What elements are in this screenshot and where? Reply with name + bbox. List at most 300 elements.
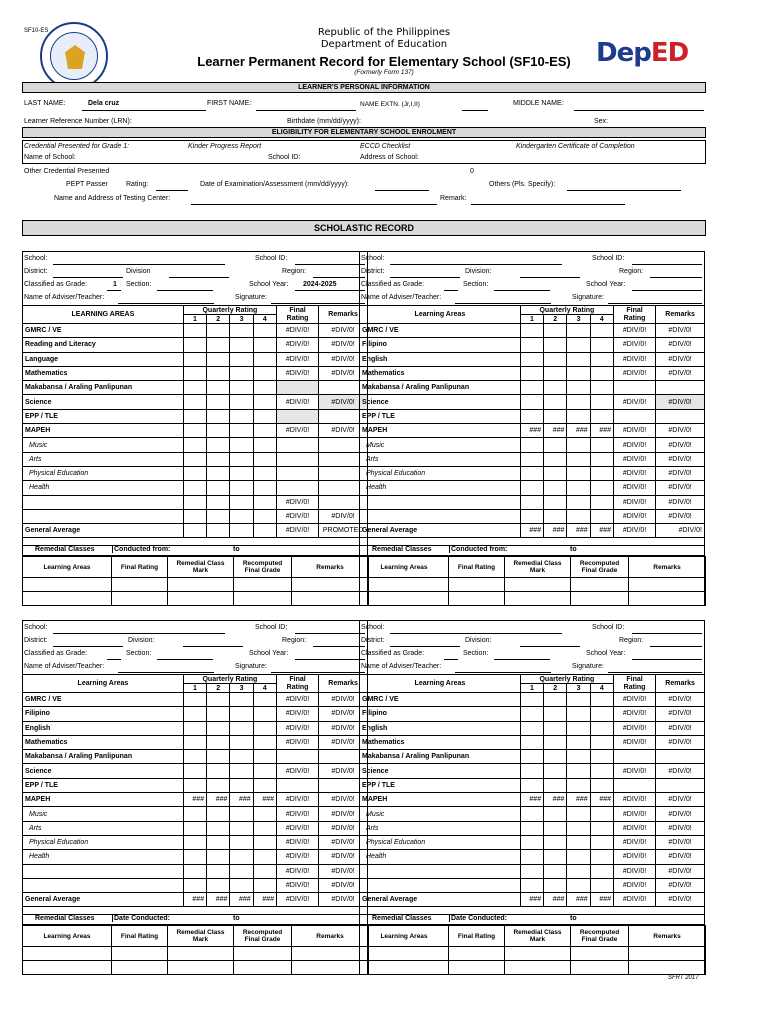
quarter-grade-cell[interactable]	[520, 850, 543, 864]
quarter-grade-cell[interactable]: ###	[567, 893, 590, 907]
school-line[interactable]	[53, 264, 225, 265]
adviser-line[interactable]	[118, 672, 214, 673]
quarter-grade-cell[interactable]	[520, 452, 543, 466]
quarter-grade-cell[interactable]	[183, 721, 206, 735]
quarter-grade-cell[interactable]	[183, 438, 206, 452]
school-line[interactable]	[53, 633, 225, 634]
quarter-grade-cell[interactable]	[544, 821, 567, 835]
quarter-grade-cell[interactable]	[520, 409, 543, 423]
quarter-grade-cell[interactable]	[183, 693, 206, 707]
quarter-grade-cell[interactable]	[544, 324, 567, 338]
quarter-grade-cell[interactable]	[207, 807, 230, 821]
quarter-grade-cell[interactable]	[567, 878, 590, 892]
district-line[interactable]	[53, 646, 123, 647]
kinder-progress-option[interactable]: Kinder Progress Report	[188, 143, 262, 150]
quarter-grade-cell[interactable]	[544, 721, 567, 735]
quarter-grade-cell[interactable]	[567, 764, 590, 778]
quarter-grade-cell[interactable]	[207, 481, 230, 495]
quarter-grade-cell[interactable]	[253, 735, 276, 749]
quarter-grade-cell[interactable]	[183, 864, 206, 878]
grade-line[interactable]	[444, 659, 458, 660]
remedial-cell[interactable]	[168, 947, 234, 961]
quarter-grade-cell[interactable]	[253, 778, 276, 792]
quarter-grade-cell[interactable]	[207, 409, 230, 423]
quarter-grade-cell[interactable]: ###	[207, 793, 230, 807]
exam-date-line[interactable]	[375, 190, 429, 191]
quarter-grade-cell[interactable]	[253, 878, 276, 892]
quarter-grade-cell[interactable]	[253, 409, 276, 423]
quarter-grade-cell[interactable]	[590, 764, 613, 778]
signature-line[interactable]	[271, 303, 365, 304]
quarter-grade-cell[interactable]	[590, 864, 613, 878]
quarter-grade-cell[interactable]	[590, 452, 613, 466]
remedial-cell[interactable]	[505, 578, 571, 592]
quarter-grade-cell[interactable]	[207, 864, 230, 878]
quarter-grade-cell[interactable]	[230, 352, 253, 366]
quarter-grade-cell[interactable]	[520, 750, 543, 764]
quarter-grade-cell[interactable]	[544, 366, 567, 380]
remedial-cell[interactable]	[571, 961, 629, 975]
remedial-cell[interactable]	[168, 961, 234, 975]
quarter-grade-cell[interactable]	[544, 395, 567, 409]
quarter-grade-cell[interactable]	[183, 750, 206, 764]
quarter-grade-cell[interactable]	[544, 693, 567, 707]
quarter-grade-cell[interactable]	[230, 750, 253, 764]
remedial-cell[interactable]	[23, 592, 112, 606]
grade-line[interactable]	[107, 290, 121, 291]
quarter-grade-cell[interactable]	[207, 707, 230, 721]
quarter-grade-cell[interactable]	[567, 495, 590, 509]
quarter-grade-cell[interactable]	[520, 693, 543, 707]
quarter-grade-cell[interactable]	[253, 381, 276, 395]
quarter-grade-cell[interactable]	[567, 466, 590, 480]
quarter-grade-cell[interactable]	[590, 509, 613, 523]
quarter-grade-cell[interactable]: ###	[590, 524, 613, 538]
quarter-grade-cell[interactable]	[544, 750, 567, 764]
quarter-grade-cell[interactable]	[253, 764, 276, 778]
school-year-line[interactable]	[632, 659, 702, 660]
quarter-grade-cell[interactable]	[253, 721, 276, 735]
quarter-grade-cell[interactable]	[567, 366, 590, 380]
quarter-grade-cell[interactable]: ###	[544, 793, 567, 807]
quarter-grade-cell[interactable]	[520, 381, 543, 395]
quarter-grade-cell[interactable]	[230, 807, 253, 821]
quarter-grade-cell[interactable]	[590, 721, 613, 735]
quarter-grade-cell[interactable]	[567, 324, 590, 338]
quarter-grade-cell[interactable]	[520, 338, 543, 352]
quarter-grade-cell[interactable]	[590, 850, 613, 864]
quarter-grade-cell[interactable]	[207, 466, 230, 480]
quarter-grade-cell[interactable]: ###	[520, 524, 543, 538]
quarter-grade-cell[interactable]	[544, 338, 567, 352]
quarter-grade-cell[interactable]	[590, 807, 613, 821]
rating-line[interactable]	[156, 190, 188, 191]
quarter-grade-cell[interactable]	[520, 352, 543, 366]
quarter-grade-cell[interactable]: ###	[567, 524, 590, 538]
quarter-grade-cell[interactable]	[590, 835, 613, 849]
quarter-grade-cell[interactable]	[544, 864, 567, 878]
quarter-grade-cell[interactable]	[253, 438, 276, 452]
remedial-cell[interactable]	[629, 592, 706, 606]
quarter-grade-cell[interactable]	[544, 352, 567, 366]
quarter-grade-cell[interactable]	[253, 693, 276, 707]
remedial-cell[interactable]	[168, 592, 234, 606]
quarter-grade-cell[interactable]	[567, 821, 590, 835]
quarter-grade-cell[interactable]	[183, 395, 206, 409]
quarter-grade-cell[interactable]	[253, 424, 276, 438]
region-line[interactable]	[313, 646, 365, 647]
quarter-grade-cell[interactable]	[207, 438, 230, 452]
quarter-grade-cell[interactable]	[230, 495, 253, 509]
eccd-checklist-option[interactable]: ECCD Checklist	[360, 143, 411, 150]
quarter-grade-cell[interactable]: ###	[253, 893, 276, 907]
division-line[interactable]	[169, 277, 229, 278]
quarter-grade-cell[interactable]	[207, 395, 230, 409]
quarter-grade-cell[interactable]: ###	[253, 793, 276, 807]
quarter-grade-cell[interactable]	[544, 835, 567, 849]
quarter-grade-cell[interactable]	[567, 721, 590, 735]
quarter-grade-cell[interactable]	[544, 878, 567, 892]
quarter-grade-cell[interactable]	[207, 835, 230, 849]
section-line[interactable]	[157, 659, 213, 660]
quarter-grade-cell[interactable]	[230, 481, 253, 495]
remedial-cell[interactable]	[505, 961, 571, 975]
school-id-line[interactable]	[632, 264, 702, 265]
quarter-grade-cell[interactable]	[230, 324, 253, 338]
quarter-grade-cell[interactable]	[567, 395, 590, 409]
quarter-grade-cell[interactable]	[253, 495, 276, 509]
quarter-grade-cell[interactable]: ###	[230, 893, 253, 907]
quarter-grade-cell[interactable]	[207, 452, 230, 466]
quarter-grade-cell[interactable]: ###	[207, 893, 230, 907]
quarter-grade-cell[interactable]	[230, 693, 253, 707]
quarter-grade-cell[interactable]	[567, 850, 590, 864]
quarter-grade-cell[interactable]	[183, 381, 206, 395]
quarter-grade-cell[interactable]	[253, 750, 276, 764]
quarter-grade-cell[interactable]: ###	[544, 893, 567, 907]
quarter-grade-cell[interactable]	[253, 338, 276, 352]
quarter-grade-cell[interactable]	[230, 452, 253, 466]
quarter-grade-cell[interactable]	[520, 764, 543, 778]
quarter-grade-cell[interactable]	[207, 424, 230, 438]
quarter-grade-cell[interactable]: ###	[183, 893, 206, 907]
quarter-grade-cell[interactable]: ###	[590, 893, 613, 907]
quarter-grade-cell[interactable]	[253, 366, 276, 380]
name-ext-line[interactable]	[462, 110, 488, 111]
pept-passer-label[interactable]: PEPT Passer	[66, 181, 108, 188]
remedial-cell[interactable]	[292, 961, 369, 975]
school-id-line[interactable]	[295, 633, 365, 634]
quarter-grade-cell[interactable]	[567, 750, 590, 764]
quarter-grade-cell[interactable]: ###	[183, 793, 206, 807]
school-year-line[interactable]	[295, 290, 365, 291]
quarter-grade-cell[interactable]	[183, 352, 206, 366]
district-line[interactable]	[53, 277, 123, 278]
grade-value[interactable]: 1	[113, 281, 117, 288]
region-line[interactable]	[313, 277, 365, 278]
quarter-grade-cell[interactable]: ###	[230, 793, 253, 807]
quarter-grade-cell[interactable]	[230, 821, 253, 835]
quarter-grade-cell[interactable]	[183, 509, 206, 523]
quarter-grade-cell[interactable]	[253, 352, 276, 366]
quarter-grade-cell[interactable]	[207, 764, 230, 778]
quarter-grade-cell[interactable]	[567, 693, 590, 707]
remedial-cell[interactable]	[112, 578, 168, 592]
quarter-grade-cell[interactable]	[207, 778, 230, 792]
quarter-grade-cell[interactable]	[590, 693, 613, 707]
quarter-grade-cell[interactable]	[520, 721, 543, 735]
quarter-grade-cell[interactable]	[544, 735, 567, 749]
quarter-grade-cell[interactable]	[567, 807, 590, 821]
remedial-cell[interactable]	[629, 578, 706, 592]
quarter-grade-cell[interactable]	[183, 338, 206, 352]
quarter-grade-cell[interactable]	[253, 524, 276, 538]
school-year-value[interactable]: 2024-2025	[303, 281, 337, 288]
quarter-grade-cell[interactable]	[230, 878, 253, 892]
grade-line[interactable]	[444, 290, 458, 291]
division-line[interactable]	[520, 277, 580, 278]
quarter-grade-cell[interactable]	[590, 778, 613, 792]
quarter-grade-cell[interactable]	[544, 481, 567, 495]
quarter-grade-cell[interactable]	[230, 764, 253, 778]
others-specify-line[interactable]	[567, 190, 681, 191]
quarter-grade-cell[interactable]	[590, 495, 613, 509]
quarter-grade-cell[interactable]	[520, 509, 543, 523]
quarter-grade-cell[interactable]	[253, 452, 276, 466]
district-line[interactable]	[390, 646, 460, 647]
quarter-grade-cell[interactable]	[183, 764, 206, 778]
quarter-grade-cell[interactable]	[567, 707, 590, 721]
quarter-grade-cell[interactable]: ###	[544, 524, 567, 538]
school-year-line[interactable]	[632, 290, 702, 291]
remedial-cell[interactable]	[234, 947, 292, 961]
school-id-line[interactable]	[295, 264, 365, 265]
testing-center-line[interactable]	[191, 204, 437, 205]
quarter-grade-cell[interactable]	[567, 509, 590, 523]
quarter-grade-cell[interactable]	[520, 707, 543, 721]
quarter-grade-cell[interactable]	[520, 466, 543, 480]
remedial-cell[interactable]	[292, 578, 369, 592]
quarter-grade-cell[interactable]	[207, 524, 230, 538]
remedial-cell[interactable]	[449, 961, 505, 975]
quarter-grade-cell[interactable]	[253, 864, 276, 878]
quarter-grade-cell[interactable]	[590, 366, 613, 380]
quarter-grade-cell[interactable]	[207, 693, 230, 707]
quarter-grade-cell[interactable]	[590, 324, 613, 338]
quarter-grade-cell[interactable]	[590, 381, 613, 395]
quarter-grade-cell[interactable]	[183, 495, 206, 509]
quarter-grade-cell[interactable]	[230, 438, 253, 452]
district-line[interactable]	[390, 277, 460, 278]
quarter-grade-cell[interactable]	[183, 481, 206, 495]
quarter-grade-cell[interactable]	[253, 481, 276, 495]
adviser-line[interactable]	[455, 672, 551, 673]
quarter-grade-cell[interactable]	[590, 409, 613, 423]
quarter-grade-cell[interactable]	[253, 395, 276, 409]
quarter-grade-cell[interactable]	[590, 750, 613, 764]
region-line[interactable]	[650, 646, 702, 647]
remedial-cell[interactable]	[23, 961, 112, 975]
quarter-grade-cell[interactable]	[520, 481, 543, 495]
quarter-grade-cell[interactable]: ###	[520, 424, 543, 438]
remedial-cell[interactable]	[112, 947, 168, 961]
quarter-grade-cell[interactable]	[183, 424, 206, 438]
quarter-grade-cell[interactable]	[520, 395, 543, 409]
quarter-grade-cell[interactable]	[207, 850, 230, 864]
quarter-grade-cell[interactable]	[230, 721, 253, 735]
quarter-grade-cell[interactable]	[230, 864, 253, 878]
kinder-certificate-option[interactable]: Kindergarten Certificate of Completion	[516, 143, 635, 150]
quarter-grade-cell[interactable]	[183, 735, 206, 749]
quarter-grade-cell[interactable]	[207, 750, 230, 764]
quarter-grade-cell[interactable]	[567, 381, 590, 395]
quarter-grade-cell[interactable]	[520, 324, 543, 338]
quarter-grade-cell[interactable]	[253, 707, 276, 721]
quarter-grade-cell[interactable]	[544, 452, 567, 466]
quarter-grade-cell[interactable]	[183, 835, 206, 849]
quarter-grade-cell[interactable]	[230, 735, 253, 749]
quarter-grade-cell[interactable]	[567, 352, 590, 366]
quarter-grade-cell[interactable]	[544, 381, 567, 395]
grade-line[interactable]	[107, 659, 121, 660]
quarter-grade-cell[interactable]	[183, 452, 206, 466]
remedial-cell[interactable]	[292, 592, 369, 606]
quarter-grade-cell[interactable]	[230, 381, 253, 395]
quarter-grade-cell[interactable]	[230, 707, 253, 721]
quarter-grade-cell[interactable]	[183, 366, 206, 380]
remedial-cell[interactable]	[629, 947, 706, 961]
quarter-grade-cell[interactable]	[520, 778, 543, 792]
quarter-grade-cell[interactable]	[590, 481, 613, 495]
remedial-cell[interactable]	[168, 578, 234, 592]
quarter-grade-cell[interactable]	[567, 438, 590, 452]
quarter-grade-cell[interactable]	[544, 495, 567, 509]
section-line[interactable]	[494, 290, 550, 291]
quarter-grade-cell[interactable]	[520, 821, 543, 835]
quarter-grade-cell[interactable]	[590, 438, 613, 452]
quarter-grade-cell[interactable]	[183, 878, 206, 892]
last-name-value[interactable]: Dela cruz	[88, 100, 120, 107]
quarter-grade-cell[interactable]	[544, 807, 567, 821]
quarter-grade-cell[interactable]	[544, 438, 567, 452]
remedial-cell[interactable]	[571, 947, 629, 961]
remedial-cell[interactable]	[234, 578, 292, 592]
quarter-grade-cell[interactable]	[207, 366, 230, 380]
quarter-grade-cell[interactable]: ###	[520, 893, 543, 907]
quarter-grade-cell[interactable]: ###	[590, 424, 613, 438]
division-line[interactable]	[520, 646, 580, 647]
adviser-line[interactable]	[118, 303, 214, 304]
remedial-cell[interactable]	[505, 592, 571, 606]
remedial-cell[interactable]	[571, 592, 629, 606]
division-line[interactable]	[183, 646, 243, 647]
quarter-grade-cell[interactable]	[183, 466, 206, 480]
quarter-grade-cell[interactable]	[230, 778, 253, 792]
quarter-grade-cell[interactable]	[590, 395, 613, 409]
quarter-grade-cell[interactable]	[544, 850, 567, 864]
quarter-grade-cell[interactable]	[183, 778, 206, 792]
quarter-grade-cell[interactable]	[544, 409, 567, 423]
quarter-grade-cell[interactable]	[207, 721, 230, 735]
remedial-cell[interactable]	[360, 947, 449, 961]
quarter-grade-cell[interactable]	[253, 807, 276, 821]
signature-line[interactable]	[608, 303, 702, 304]
remedial-cell[interactable]	[292, 947, 369, 961]
quarter-grade-cell[interactable]	[520, 835, 543, 849]
quarter-grade-cell[interactable]	[253, 324, 276, 338]
quarter-grade-cell[interactable]	[183, 409, 206, 423]
remedial-cell[interactable]	[449, 578, 505, 592]
quarter-grade-cell[interactable]	[230, 835, 253, 849]
quarter-grade-cell[interactable]	[520, 864, 543, 878]
quarter-grade-cell[interactable]	[207, 878, 230, 892]
quarter-grade-cell[interactable]	[183, 524, 206, 538]
quarter-grade-cell[interactable]	[567, 481, 590, 495]
school-line[interactable]	[390, 633, 562, 634]
quarter-grade-cell[interactable]	[253, 821, 276, 835]
remark-line[interactable]	[471, 204, 625, 205]
remedial-cell[interactable]	[23, 947, 112, 961]
quarter-grade-cell[interactable]	[230, 850, 253, 864]
quarter-grade-cell[interactable]	[544, 707, 567, 721]
remedial-cell[interactable]	[234, 961, 292, 975]
quarter-grade-cell[interactable]	[183, 821, 206, 835]
quarter-grade-cell[interactable]	[207, 821, 230, 835]
quarter-grade-cell[interactable]	[207, 381, 230, 395]
quarter-grade-cell[interactable]: ###	[567, 793, 590, 807]
remedial-cell[interactable]	[112, 592, 168, 606]
adviser-line[interactable]	[455, 303, 551, 304]
quarter-grade-cell[interactable]	[544, 509, 567, 523]
section-line[interactable]	[157, 290, 213, 291]
quarter-grade-cell[interactable]	[590, 352, 613, 366]
quarter-grade-cell[interactable]: ###	[520, 793, 543, 807]
quarter-grade-cell[interactable]	[544, 466, 567, 480]
quarter-grade-cell[interactable]	[567, 735, 590, 749]
remedial-cell[interactable]	[234, 592, 292, 606]
region-line[interactable]	[650, 277, 702, 278]
quarter-grade-cell[interactable]	[207, 509, 230, 523]
quarter-grade-cell[interactable]	[183, 324, 206, 338]
remedial-cell[interactable]	[360, 592, 449, 606]
middle-name-line[interactable]	[574, 110, 704, 111]
quarter-grade-cell[interactable]	[590, 707, 613, 721]
signature-line[interactable]	[608, 672, 702, 673]
quarter-grade-cell[interactable]	[520, 735, 543, 749]
quarter-grade-cell[interactable]	[207, 495, 230, 509]
quarter-grade-cell[interactable]	[183, 850, 206, 864]
signature-line[interactable]	[271, 672, 365, 673]
quarter-grade-cell[interactable]	[207, 735, 230, 749]
first-name-line[interactable]	[256, 110, 356, 111]
quarter-grade-cell[interactable]	[544, 778, 567, 792]
quarter-grade-cell[interactable]	[544, 764, 567, 778]
quarter-grade-cell[interactable]	[230, 524, 253, 538]
quarter-grade-cell[interactable]	[590, 878, 613, 892]
school-line[interactable]	[390, 264, 562, 265]
quarter-grade-cell[interactable]	[230, 395, 253, 409]
quarter-grade-cell[interactable]: ###	[544, 424, 567, 438]
quarter-grade-cell[interactable]	[567, 452, 590, 466]
quarter-grade-cell[interactable]	[590, 735, 613, 749]
quarter-grade-cell[interactable]	[567, 835, 590, 849]
quarter-grade-cell[interactable]	[207, 324, 230, 338]
quarter-grade-cell[interactable]	[567, 338, 590, 352]
quarter-grade-cell[interactable]	[253, 850, 276, 864]
quarter-grade-cell[interactable]	[567, 409, 590, 423]
quarter-grade-cell[interactable]	[520, 878, 543, 892]
school-id-line[interactable]	[632, 633, 702, 634]
